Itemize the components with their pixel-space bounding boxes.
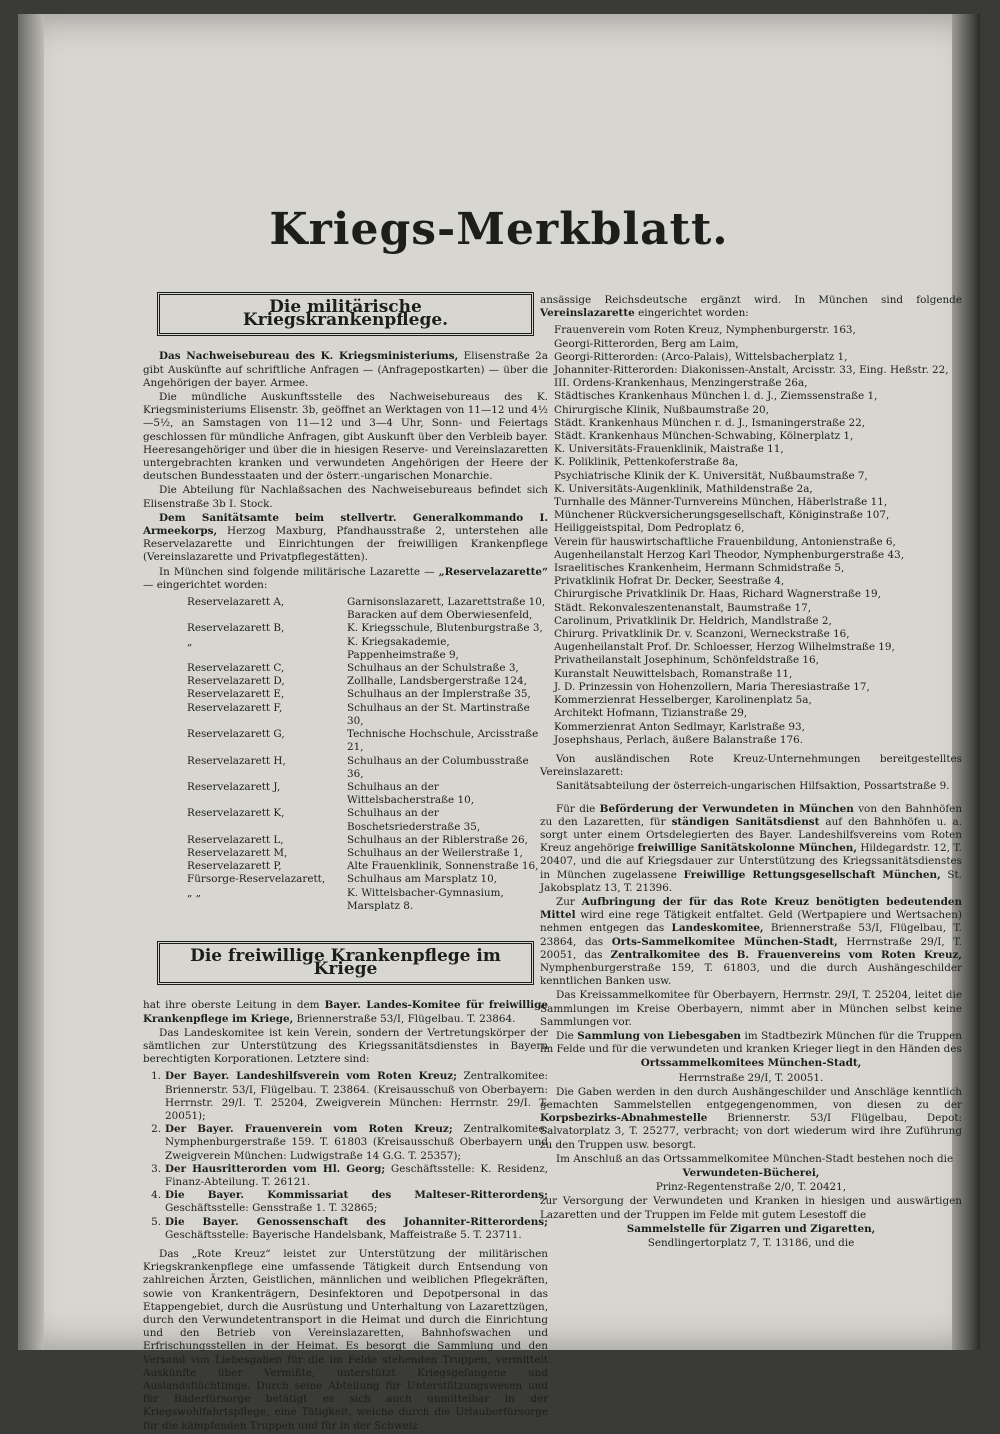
left-column xyxy=(143,292,548,1434)
section1-heading: Die militärische Kriegskrankenpflege. xyxy=(157,292,534,336)
list-item: „ K. Kriegsakademie, Pappenheimstraße 9, xyxy=(187,635,459,661)
vereinslazarett-list xyxy=(540,324,962,747)
paragraph: zur Versorgung der Verwundeten und Kranken in hiesigen und auswärtigen Lazaretten und der Truppen im Felde mit gutem Lesestoff die xyxy=(540,1195,962,1221)
list-item: 4. Die Bayer. Kommissariat des Malteser-Ritterordens; Geschäftsstelle: Gensstraße 1. T. 32865; xyxy=(151,1189,548,1215)
right-column xyxy=(540,294,962,1251)
paragraph: Die mündliche Auskunftsstelle des Nachweisebureaus des K. Kriegsministeriums Elisenstr. 3b, geöffnet an Werktagen von 11—12 und 4½—5½, an Samstagen von 11—12 und 3—4 Uhr, Sonn- und Feiertags geschlossen für mündliche Anfragen, gibt Auskunft über den Verbleib bayer. Heeresangehöriger und über die in hiesigen Reserve- und Vereinslazaretten untergebrachten kranken und verwundeten Angehörigen der Heere der deutschen Bundesstaaten und der österr.-ungarischen Monarchie. xyxy=(143,391,548,483)
paragraph: In München sind folgende militärische Lazarette — „Reservelazarette“ — eingerichtet worden: xyxy=(143,565,549,591)
page-title: Kriegs-Merkblatt. xyxy=(269,204,729,255)
paragraph: Im Anschluß an das Ortssammelkomitee München-Stadt bestehen noch die xyxy=(556,1152,954,1165)
list-item: Chirurgische Privatklinik Dr. Haas, Richard Wagnerstraße 19, xyxy=(554,588,881,601)
list-item: Reservelazarett L, Schulhaus an der Riblerstraße 26, xyxy=(187,833,528,846)
centered-heading: Ortssammelkomitees München-Stadt, xyxy=(640,1057,862,1070)
list-item: Reservelazarett P, Alte Frauenklinik, Sonnenstraße 16, xyxy=(187,860,539,873)
list-item: Reservelazarett A, Garnisonslazarett, Lazarettstraße 10, xyxy=(187,596,546,609)
list-item: Augenheilanstalt Prof. Dr. Schloesser, Herzog Wilhelmstraße 19, xyxy=(554,641,895,654)
paragraph: Für die Beförderung der Verwundeten in München von den Bahnhöfen zu den Lazaretten, für ständigen Sanitätsdienst auf den Bahnhöfen u. a. sorgt unter einem Ortsdelegierten des Bayer. Landeshilfsvereins vom Roten Kreuz angehörige freiwillige Sanitätskolonne München, Hildegardstr. 12, T. 20407, und die auf Kriegsdauer zur Unterstützung des Kriegssanitätsdienstes in München zugelassene Freiwillige Rettungsgesellschaft München, St. Jakobsplatz 13, T. 21396. xyxy=(540,802,963,894)
list-item: K. Poliklinik, Pettenkoferstraße 8a, xyxy=(554,456,739,469)
centered-address: Prinz-Regentenstraße 2/0, T. 20421, xyxy=(655,1181,847,1194)
list-item: Reservelazarett D, Zollhalle, Landsbergerstraße 124, xyxy=(187,675,527,688)
list-item: J. D. Prinzessin von Hohenzollern, Maria Theresiastraße 17, xyxy=(554,680,870,693)
list-item: Reservelazarett K, Schulhaus an der Boschetsriederstraße 35, xyxy=(187,807,481,833)
list-item: Kuranstalt Neuwittelsbach, Romanstraße 11, xyxy=(554,667,793,680)
list-item: Heiliggeistspital, Dom Pedroplatz 6, xyxy=(554,522,745,535)
list-item: Johanniter-Ritterorden: Diakonissen-Anstalt, Arcisstr. 33, Eing. Heßstr. 22, xyxy=(554,364,949,377)
list-item: Fürsorge-Reservelazarett, Schulhaus am Marsplatz 10, xyxy=(187,873,497,886)
list-item: Städt. Rekonvaleszentenanstalt, Baumstraße 17, xyxy=(554,601,811,614)
paragraph: Die Gaben werden in den durch Aushängeschilder und Anschläge kenntlich gemachten Sammelstellen entgegengenommen, von diesen zu der Korpsbezirks-Abnahmestelle Briennerstr. 53/I Flügelbau, Depot: Salvatorplatz 3, T. 25277, verbracht; von dort wiederum wird ihre Zuführung zu den Truppen usw. besorgt. xyxy=(540,1085,962,1151)
list-item: Chirurg. Privatklinik Dr. v. Scanzoni, Werneckstraße 16, xyxy=(554,628,850,641)
list-item: Reservelazarett F, Schulhaus an der St. Martinstraße 30, xyxy=(187,701,530,727)
list-item: Reservelazarett M, Schulhaus an der Weilerstraße 1, xyxy=(187,846,523,859)
list-item: Frauenverein vom Roten Kreuz, Nymphenburgerstr. 163, xyxy=(554,324,856,337)
paragraph: hat ihre oberste Leitung in dem Bayer. Landes-Komitee für freiwillige Krankenpflege im Kriege, Briennerstraße 53/I, Flügelbau. T. 23864. xyxy=(143,999,549,1025)
list-item: Georgi-Ritterorden, Berg am Laim, xyxy=(554,337,739,350)
paragraph: Die Abteilung für Nachlaßsachen des Nachweisebureaus befindet sich Elisenstraße 3b I. Stock. xyxy=(143,484,548,510)
paragraph: Sanitätsabteilung der österreich-ungarischen Hilfsaktion, Possartstraße 9. xyxy=(556,780,950,793)
list-item: Augenheilanstalt Herzog Karl Theodor, Nymphenburgerstraße 43, xyxy=(554,548,905,561)
list-item: K. Universitäts-Frauenklinik, Maistraße 11, xyxy=(554,443,784,456)
section2-heading: Die freiwillige Krankenpflege im Kriege xyxy=(157,941,534,985)
list-item: Psychiatrische Klinik der K. Universität, Nußbaumstraße 7, xyxy=(554,469,868,482)
paragraph: Dem Sanitätsamte beim stellvertr. Generalkommando I. Armeekorps, Herzog Maxburg, Pfandhausstraße 2, unterstehen alle Reservelazarette und Einrichtungen der freiwilligen Krankenpflege (Vereinslazarette und Privatpflegestätten). xyxy=(143,511,548,564)
reservelazarett-list xyxy=(143,596,548,913)
list-item: Reservelazarett E, Schulhaus an der Implerstraße 35, xyxy=(187,688,531,701)
list-item: Privatklinik Hofrat Dr. Decker, Seestraße 4, xyxy=(554,575,785,588)
list-item: Baracken auf dem Oberwiesenfeld, xyxy=(347,609,533,622)
list-item: Architekt Hofmann, Tizianstraße 29, xyxy=(554,707,748,720)
list-item: Israelitisches Krankenheim, Hermann Schmidstraße 5, xyxy=(554,562,845,575)
centered-address: Sendlingertorplatz 7, T. 13186, und die xyxy=(647,1237,855,1250)
paragraph: Die Sammlung von Liebesgaben im Stadtbezirk München für die Truppen im Felde und für die verwundeten und kranken Krieger liegt in den Händen des xyxy=(540,1029,962,1056)
centered-heading: Sammelstelle für Zigarren und Zigaretten, xyxy=(626,1222,876,1235)
list-item: Reservelazarett C, Schulhaus an der Schulstraße 3, xyxy=(187,662,519,675)
list-item: Georgi-Ritterorden: (Arco-Palais), Wittelsbacherplatz 1, xyxy=(554,350,848,363)
paragraph: Von ausländischen Rote Kreuz-Unternehmungen bereitgestelltes Vereinslazarett: xyxy=(540,752,962,779)
list-item: Josephshaus, Perlach, äußere Balanstraße 176. xyxy=(554,733,804,746)
paragraph: Zur Aufbringung der für das Rote Kreuz benötigten bedeutenden Mittel wird eine rege Tätigkeit entfaltet. Geld (Wertpapiere und Wertsachen) nehmen entgegen das Landeskomitee, Briennerstraße 53/I, Flügelbau, T. 23864, das Orts-Sammelkomitee München-Stadt, Herrnstraße 29/I, T. 20051, das Zentralkomitee des B. Frauenvereins vom Roten Kreuz, Nymphenburgerstraße 159, T. 61803, und die durch Aushängeschilder kenntlichen Banken usw. xyxy=(540,895,963,988)
centered-heading: Verwundeten-Bücherei, xyxy=(682,1167,820,1179)
paragraph: Das Nachweisebureau des K. Kriegsministeriums, Elisenstraße 2a gibt Auskünfte auf schriftliche Anfragen — (Anfragepostkarten) — über die Angehörigen der bayer. Armee. xyxy=(143,350,548,389)
list-item: Turnhalle des Männer-Turnvereins München, Häberlstraße 11, xyxy=(554,496,888,509)
list-item: Verein für hauswirtschaftliche Frauenbildung, Antonienstraße 6, xyxy=(554,535,896,548)
paragraph: Das „Rote Kreuz“ leistet zur Unterstützung der militärischen Kriegskrankenpflege eine umfassende Tätigkeit durch Entsendung von zahlreichen Ärzten, Geistlichen, männlichen und weiblichen Pflegekräften, sowie von Krankenträgern, Desinfektoren und Depotpersonal in das Etappengebiet, durch die Ausrüstung und Unterhaltung von Lazarettzügen, durch den Verwundetentransport in die Heimat und durch die Einrichtung und den Betrieb von Vereinslazaretten, Bahnhofswachen und Erfrischungsstellen in der Heimat. Es besorgt die Sammlung und den Versand von Liebesgaben für die im Felde stehenden Truppen, vermittelt Auskünfte über Vermißte, unterstützt Kriegsgefangene und Auslandsflüchtlinge. Durch seine Abteilung für Unterstützungswesen und für Bäderfürsorge betätigt es sich auch unmittelbar in der Kriegswohlfahrtspflege, eine Tätigkeit, welche durch die Urlauberfürsorge für die kämpfenden Truppen und für in der Schweiz xyxy=(143,1248,548,1432)
list-item: Reservelazarett J, Schulhaus an der Wittelsbacherstraße 10, xyxy=(187,780,475,807)
list-item: Kommerzienrat Anton Sedlmayr, Karlstraße 93, xyxy=(554,720,805,733)
list-item: Privatheilanstalt Josephinum, Schönfeldstraße 16, xyxy=(554,654,819,667)
list-item: 1. Der Bayer. Landeshilfsverein vom Roten Kreuz; Zentralkomitee: Briennerstr. 53/I, Flügelbau. T. 23864. (Kreisausschuß von Oberbayern: Herrnstr. 29/I. T. 25204, Zweigverein München: Herrnstr. 29/I. T. 20051); xyxy=(151,1070,548,1122)
paragraph: Das Kreissammelkomitee für Oberbayern, Herrnstr. 29/I, T. 25204, leitet die Sammlungen im Kreise Oberbayern, nimmt aber in München selbst keine Sammlungen vor. xyxy=(540,989,962,1028)
list-item: Städt. Krankenhaus München-Schwabing, Kölnerplatz 1, xyxy=(554,430,854,443)
list-item: 5. Die Bayer. Genossenschaft des Johanniter-Ritterordens; Geschäftsstelle: Bayerische Handelsbank, Maffeistraße 5. T. 23711. xyxy=(151,1215,548,1241)
list-item: Carolinum, Privatklinik Dr. Heldrich, Mandlstraße 2, xyxy=(554,614,832,627)
list-item: Reservelazarett B, K. Kriegsschule, Blutenburgstraße 3, xyxy=(187,622,543,635)
paragraph: Das Landeskomitee ist kein Verein, sondern der Vertretungskörper der sämtlichen zur Unterstützung des Kriegssanitätsdienstes in Bayern berechtigten Korporationen. Letztere sind: xyxy=(143,1026,548,1066)
list-item: Kommerzienrat Hesselberger, Karolinenplatz 5a, xyxy=(554,694,812,707)
list-item: 2. Der Bayer. Frauenverein vom Roten Kreuz; Zentralkomitee: Nymphenburgerstraße 159. T. 61803 (Kreisausschuß Oberbayern und Zweigverein München: Ludwigstraße 14 G.G. T. 25357); xyxy=(151,1123,548,1162)
centered-address: Herrnstraße 29/I, T. 20051. xyxy=(678,1071,824,1084)
korporationen-list xyxy=(143,1070,548,1242)
paragraph: ansässige Reichsdeutsche ergänzt wird. In München sind folgende Vereinslazarette eingerichtet worden: xyxy=(540,294,962,320)
list-item: Chirurgische Klinik, Nußbaumstraße 20, xyxy=(554,403,769,416)
list-item: Städtisches Krankenhaus München l. d. J., Ziemssenstraße 1, xyxy=(554,390,878,403)
list-item: Münchener Rückversicherungsgesellschaft, Königinstraße 107, xyxy=(554,509,890,522)
book-page xyxy=(18,14,980,1432)
list-item: III. Ordens-Krankenhaus, Menzingerstraße 26a, xyxy=(554,377,808,390)
list-item: K. Universitäts-Augenklinik, Mathildenstraße 2a, xyxy=(554,482,813,495)
list-item: Städt. Krankenhaus München r. d. J., Ismaningerstraße 22, xyxy=(554,416,866,429)
list-item: „ „ K. Wittelsbacher-Gymnasium, Marsplatz 8. xyxy=(187,886,504,912)
list-item: Reservelazarett H, Schulhaus an der Columbusstraße 36, xyxy=(187,754,529,780)
list-item: Reservelazarett G, Technische Hochschule, Arcisstraße 21, xyxy=(187,728,539,754)
list-item: 3. Der Hausritterorden vom Hl. Georg; Geschäftsstelle: K. Residenz, Finanz-Abteilung. T. 26121. xyxy=(151,1162,548,1188)
